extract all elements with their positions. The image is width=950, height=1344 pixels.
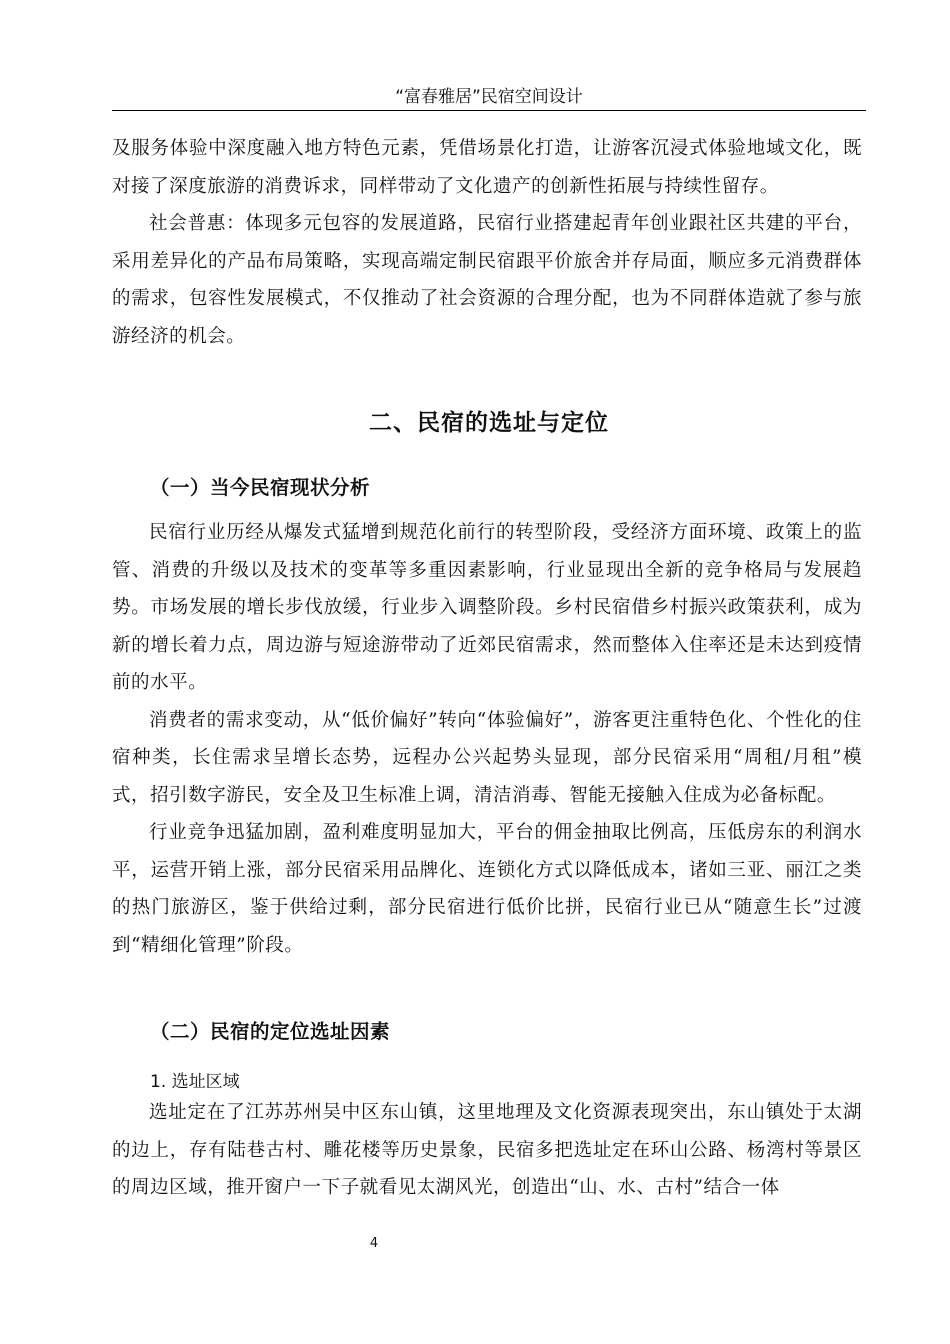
paragraph: 及服务体验中深度融入地方特色元素，凭借场景化打造，让游客沉浸式体验地域文化，既对接了深度旅游的消费诉求，同样带动了文化遗产的创新性拓展与持续性留存。 xyxy=(112,138,862,197)
page-number: 4 xyxy=(369,1236,379,1251)
paragraph: 民宿行业历经从爆发式猛增到规范化前行的转型阶段，受经济方面环境、政策上的监管、消费的升级以及技术的变革等多重因素影响，行业显现出全新的竞争格局与发展趋势。市场发展的增长步伐放缓，行业步入调整阶段。乡村民宿借乡村振兴政策获利，成为新的增长着力点，周边游与短途游带动了近郊民宿需求，然而整体入住率还是未达到疫情前的水平。 xyxy=(112,522,862,693)
running-header: “富春雅居”民宿空间设计 xyxy=(395,87,583,107)
section1-body xyxy=(112,514,862,964)
paragraph: 选址定在了江苏苏州吴中区东山镇，这里地理及文化资源表现突出，东山镇处于太湖的边上，存有陆巷古村、雕花楼等历史景象，民宿多把选址定在环山公路、杨湾村等景区的周边区域，推开窗户一下子就看见太湖风光，创造出“山、水、古村”结合一体 xyxy=(112,1102,862,1198)
header-divider xyxy=(112,110,866,111)
intro-block xyxy=(112,130,862,355)
section-title: （二）民宿的定位选址因素 xyxy=(150,1020,391,1043)
paragraph: 社会普惠：体现多元包容的发展道路，民宿行业搭建起青年创业跟社区共建的平台，采用差异化的产品布局策略，实现高端定制民宿跟平价旅舍并存局面，顺应多元消费群体的需求，包容性发展模式，不仅推动了社会资源的合理分配，也为不同群体造就了参与旅游经济的机会。 xyxy=(112,213,862,347)
subsection-title: 1. 选址区域 xyxy=(150,1072,240,1092)
paragraph: 行业竞争迅猛加剧，盈利难度明显加大，平台的佣金抽取比例高，压低房东的利润水平，运营开销上涨，部分民宿采用品牌化、连锁化方式以降低成本，诸如三亚、丽江之类的热门旅游区，鉴于供给过剩，部分民宿进行低价比拼，民宿行业已从“随意生长”过渡到“精细化管理”阶段。 xyxy=(112,822,862,956)
paragraph: 消费者的需求变动，从“低价偏好”转向“体验偏好”，游客更注重特色化、个性化的住宿种类，长住需求呈增长态势，远程办公兴起势头显现，部分民宿采用“周租/月租”模式，招引数字游民，安全及卫生标准上调，清洁消毒、智能无接触入住成为必备标配。 xyxy=(112,709,862,806)
section2-body xyxy=(112,1094,862,1207)
chapter-title: 二、民宿的选址与定位 xyxy=(369,410,609,436)
section-title: （一）当今民宿现状分析 xyxy=(150,476,371,499)
